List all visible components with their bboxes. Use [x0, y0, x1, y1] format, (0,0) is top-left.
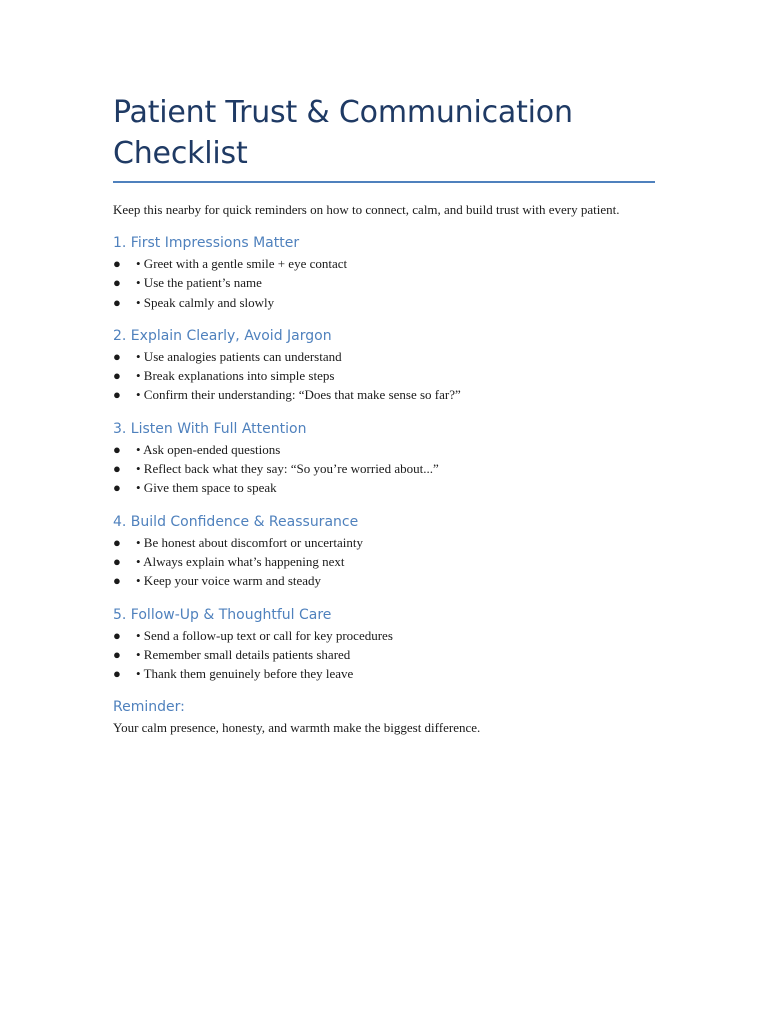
bullet-icon: ●	[113, 666, 121, 682]
list-item-text: • Always explain what’s happening next	[136, 553, 345, 569]
section-heading: 4. Build Confidence & Reassurance	[113, 513, 359, 530]
bullet-icon: ●	[113, 275, 121, 291]
document-page	[113, 92, 655, 737]
list-item-text: • Speak calmly and slowly	[136, 294, 275, 310]
sections-container	[113, 235, 655, 683]
list-item	[113, 664, 655, 683]
reminder-heading: Reminder:	[113, 699, 185, 716]
list-item	[113, 440, 655, 459]
bullet-list	[113, 626, 655, 684]
list-item	[113, 533, 655, 552]
section-heading: 1. First Impressions Matter	[113, 235, 300, 251]
bullet-list	[113, 347, 655, 405]
title-line-2: Checklist	[113, 136, 248, 171]
list-item	[113, 273, 655, 292]
bullet-icon: ●	[113, 294, 121, 310]
intro-paragraph: Keep this nearby for quick reminders on how to connect, calm, and build trust with every patient.	[113, 202, 620, 217]
list-item-text: • Remember small details patients shared	[136, 646, 351, 662]
list-item-text: • Use analogies patients can understand	[136, 348, 342, 364]
list-item-text: • Greet with a gentle smile + eye contact	[136, 256, 348, 271]
bullet-icon: ●	[113, 627, 121, 643]
list-item	[113, 626, 655, 645]
title-underline	[113, 181, 655, 183]
section-heading: 3. Listen With Full Attention	[113, 420, 307, 437]
bullet-list	[113, 254, 655, 312]
list-item-text: • Send a follow-up text or call for key procedures	[136, 627, 393, 643]
list-item	[113, 552, 655, 571]
bullet-icon: ●	[113, 573, 121, 589]
document-title	[113, 92, 655, 181]
bullet-icon: ●	[113, 348, 121, 364]
bullet-icon: ●	[113, 368, 121, 384]
section-heading: 2. Explain Clearly, Avoid Jargon	[113, 327, 332, 344]
section-heading: 5. Follow-Up & Thoughtful Care	[113, 606, 332, 623]
list-item-text: • Give them space to speak	[136, 480, 277, 496]
bullet-icon: ●	[113, 646, 121, 662]
reminder-section	[113, 699, 655, 737]
list-item	[113, 254, 655, 273]
bullet-icon: ●	[113, 553, 121, 569]
list-item-text: • Thank them genuinely before they leave	[136, 666, 354, 682]
bullet-icon: ●	[113, 256, 121, 271]
list-item	[113, 347, 655, 366]
title-line-1: Patient Trust & Communication	[113, 95, 573, 130]
bullet-icon: ●	[113, 461, 121, 477]
bullet-list	[113, 440, 655, 498]
reminder-text: Your calm presence, honesty, and warmth make the biggest difference.	[113, 720, 481, 736]
bullet-icon: ●	[113, 534, 121, 550]
checklist-section	[113, 421, 655, 498]
list-item	[113, 645, 655, 664]
list-item-text: • Use the patient’s name	[136, 275, 262, 291]
bullet-icon: ●	[113, 441, 121, 457]
list-item-text: • Ask open-ended questions	[136, 441, 281, 457]
checklist-section	[113, 235, 655, 312]
checklist-section	[113, 607, 655, 684]
checklist-section	[113, 514, 655, 591]
list-item-text: • Keep your voice warm and steady	[136, 573, 322, 589]
bullet-list	[113, 533, 655, 591]
list-item	[113, 478, 655, 497]
list-item	[113, 385, 655, 404]
checklist-section	[113, 328, 655, 405]
list-item	[113, 293, 655, 312]
bullet-icon: ●	[113, 387, 121, 403]
list-item	[113, 366, 655, 385]
bullet-icon: ●	[113, 480, 121, 496]
list-item	[113, 571, 655, 590]
list-item	[113, 459, 655, 478]
list-item-text: • Break explanations into simple steps	[136, 368, 335, 384]
list-item-text: • Confirm their understanding: “Does that make sense so far?”	[136, 387, 461, 403]
list-item-text: • Reflect back what they say: “So you’re worried about...”	[136, 461, 439, 477]
list-item-text: • Be honest about discomfort or uncertainty	[136, 534, 363, 550]
